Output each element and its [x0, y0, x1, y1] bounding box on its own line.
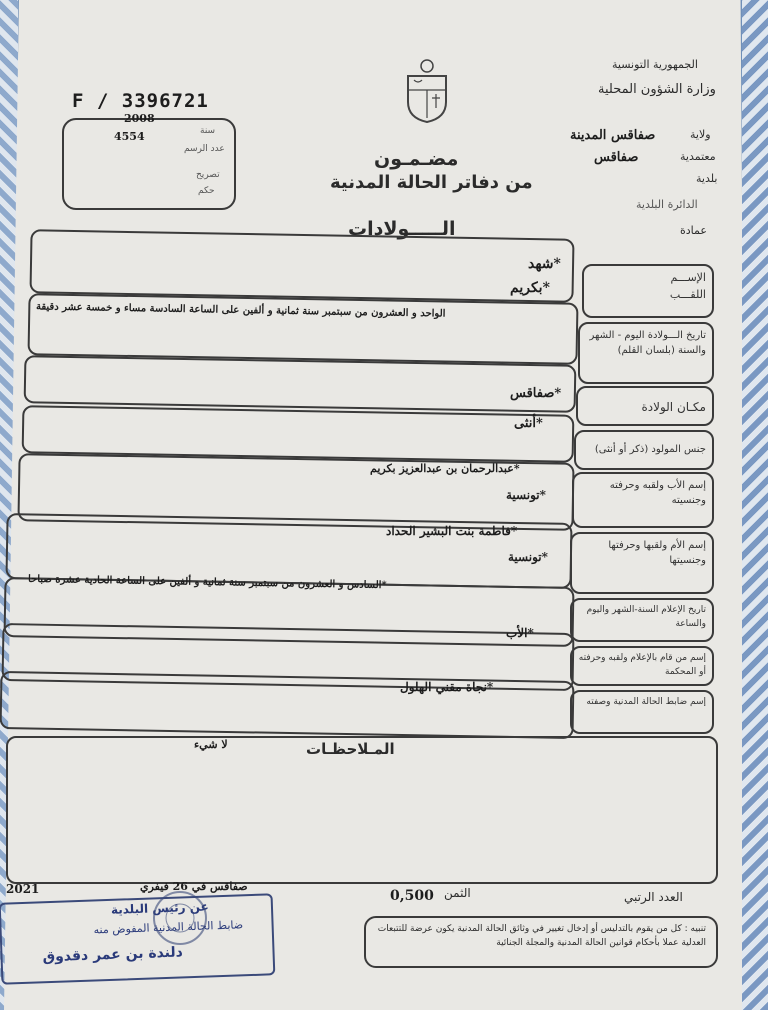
declarant-value: الأب* — [506, 626, 534, 640]
reference-number: 4554 — [114, 130, 145, 143]
round-seal-icon — [150, 888, 210, 948]
delegation-label: معتمدية — [680, 150, 716, 163]
officer-label: إسم ضابط الحالة المدنية وصفته — [586, 697, 706, 707]
birth-place-label: مكـان الولادة — [641, 400, 706, 414]
remarks-label: المـلاحظـات — [306, 740, 395, 758]
declarant-label-box — [570, 646, 714, 686]
officer-label-box — [570, 690, 714, 734]
name-label: الإســـم — [670, 271, 706, 284]
number-label: عدد الرسم — [184, 144, 225, 154]
price-value: 0,500 — [390, 888, 434, 904]
municipality-label: بلدية — [696, 172, 718, 185]
name-value: شهد* — [528, 256, 561, 272]
officer-value: نجاة مقني الهلول* — [400, 680, 494, 694]
mother-label-box — [570, 532, 714, 594]
warning-text: تنبيه : كل من يقوم بالتدليس أو إدخال تغيير في وثائق الحالة المدنية يكون عرضة للتتبعات العدلية عملا بأحكام قوانين الحالة المدنية والمجلة الجنائية — [377, 924, 706, 949]
mother-label: إسم الأم ولقبها وحرفتها وجنسيتها — [608, 540, 706, 566]
mother-nationality-value: تونسية* — [508, 550, 548, 564]
name-label-box — [582, 264, 714, 318]
birth-date-label-box — [578, 322, 714, 384]
father-name-value: عبدالرحمان بن عبدالعزيز بكريم* — [370, 462, 520, 475]
title-line3: الـــــولادات — [348, 218, 456, 240]
declaration-label-box — [570, 598, 714, 642]
omada-label: عمادة — [680, 224, 707, 237]
delegation-value: صفاقس — [594, 150, 639, 165]
declaration-date-value: السادس و العشرون من سبتمبر سنة ثمانية و ألفين على الساعة الحادية عشرة صباحا* — [27, 573, 387, 592]
surname-label: اللقـــب — [669, 287, 706, 301]
serial-number: F / 3396721 — [72, 90, 209, 112]
name-value-box — [29, 229, 574, 302]
sex-label: جنس المولود (ذكر أو أنثى) — [594, 444, 706, 455]
remarks-value: لا شيء — [194, 738, 228, 751]
reference-year: 2008 — [124, 112, 155, 125]
sex-label-box — [574, 430, 714, 470]
stamp-line2: ضابط الحالة المدنية المفوض منه — [93, 918, 244, 937]
birth-date-label: تاريخ الـــولادة اليوم - الشهر والسنة (بلسان القلم) — [589, 330, 706, 356]
declaration-label: تصريح — [196, 170, 220, 180]
stamp-line1: عن رئيس البلدية — [110, 899, 209, 917]
birth-place-value: صفاقس* — [510, 386, 562, 401]
tunisia-emblem-icon — [404, 58, 450, 124]
right-border — [742, 0, 768, 1010]
year-label: سنة — [200, 126, 216, 136]
district-label: الدائرة البلدية — [636, 198, 698, 211]
birth-place-label-box — [576, 386, 714, 426]
birth-place-value-box — [24, 355, 577, 413]
stamp-line3: دلندة بن عمر دقدوق — [42, 944, 184, 966]
wilaya-label: ولاية — [690, 128, 711, 141]
footer-year: 2021 — [6, 882, 40, 896]
municipal-stamp — [0, 893, 275, 985]
footer-city-date: صفاقس في 26 فيفري — [140, 880, 248, 893]
declarant-label: إسم من قام بالإعلام ولقبه وحرفته أو المحكمة — [578, 653, 706, 677]
judgment-label: حكم — [198, 186, 215, 196]
father-label-box — [572, 472, 714, 528]
birth-date-value: الواحد و العشرون من سبتمبر سنة ثمانية و ألفين على الساعة السادسة مساء و خمسة عشر دقيقة — [35, 301, 446, 320]
wilaya-value: صفاقس المدينة — [570, 128, 656, 143]
declaration-date-label: تاريخ الإعلام السنة-الشهر واليوم والساعة — [586, 605, 706, 629]
price-label: الثمن — [444, 886, 471, 900]
surname-value: بكريم* — [510, 280, 550, 296]
mother-name-value: فاطمة بنت البشير الحداد* — [386, 524, 518, 538]
republic-text: الجمهورية التونسية — [612, 58, 698, 71]
father-label: إسم الأب ولقبه وحرفته وجنسيته — [609, 480, 706, 506]
remarks-box — [6, 736, 718, 884]
sequence-label: العدد الرتبي — [624, 890, 683, 904]
ministry-text: وزارة الشؤون المحلية — [598, 82, 716, 97]
sex-value: أنثى* — [514, 416, 543, 431]
title-line1: مضـمـون — [374, 148, 459, 170]
father-nationality-value: تونسية* — [506, 488, 546, 502]
title-line2: من دفاتر الحالة المدنية — [330, 172, 533, 193]
